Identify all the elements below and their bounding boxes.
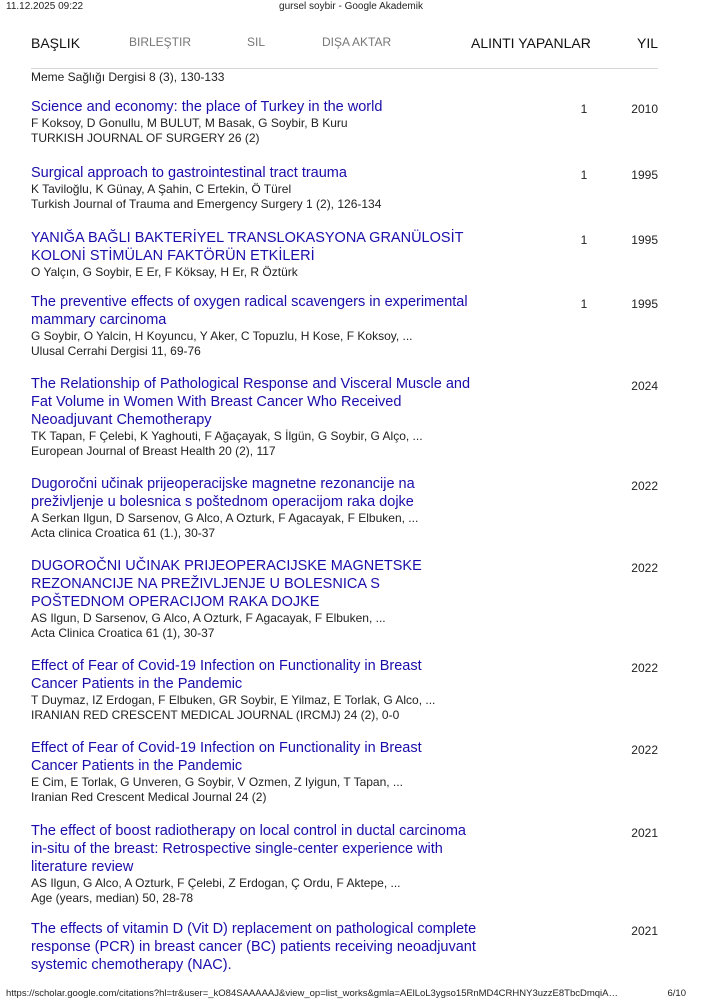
print-page-number: 6/10 [667, 988, 686, 999]
article-venue: Iranian Red Crescent Medical Journal 24 (2) [31, 790, 267, 804]
article-authors: A Serkan Ilgun, D Sarsenov, G Alco, A Ozturk, F Agacayak, F Elbuken, ... [31, 511, 419, 525]
article-list [31, 98, 658, 978]
sort-by-cited-button[interactable]: ALINTI YAPANLAR [471, 35, 591, 51]
article-venue: Turkish Journal of Trauma and Emergency Surgery 1 (2), 126-134 [31, 197, 382, 211]
article-title-link[interactable]: YANIĞA BAĞLI BAKTERİYEL TRANSLOKASYONA GRANÜLOSİT KOLONİ STİMÜLAN FAKTÖRÜN ETKİLERİ [31, 230, 464, 264]
cited-by-count-link[interactable]: 1 [580, 233, 588, 247]
article-row [31, 375, 658, 475]
article-year: 2010 [631, 102, 658, 116]
article-title-link[interactable]: Effect of Fear of Covid-19 Infection on Functionality in Breast Cancer Patients in the Pandemic [31, 658, 422, 692]
article-row [31, 557, 658, 657]
article-row [31, 475, 658, 557]
print-header [0, 0, 702, 14]
article-year: 2022 [631, 479, 658, 493]
article-authors: AS Ilgun, D Sarsenov, G Alco, A Ozturk, F Agacayak, F Elbuken, ... [31, 611, 386, 625]
article-title-link[interactable]: Effect of Fear of Covid-19 Infection on Functionality in Breast Cancer Patients in the Pandemic [31, 740, 422, 774]
delete-button[interactable]: SIL [247, 35, 266, 49]
article-year: 2024 [631, 379, 658, 393]
article-year: 1995 [631, 168, 658, 182]
print-footer [0, 988, 702, 1000]
article-title-link[interactable]: The preventive effects of oxygen radical scavengers in experimental mammary carcinoma [31, 294, 468, 328]
article-authors: G Soybir, O Yalcin, H Koyuncu, Y Aker, C Topuzlu, H Kose, F Koksoy, ... [31, 329, 413, 343]
article-title-link[interactable]: The effects of vitamin D (Vit D) replacement on pathological complete response (PCR) in breast cancer (BC) patients receiving neoadjuvant systemic chemotherapy (NAC). [31, 921, 477, 973]
article-venue: TURKISH JOURNAL OF SURGERY 26 (2) [31, 131, 260, 145]
article-year: 2021 [631, 924, 658, 938]
cited-by-count-link[interactable]: 1 [580, 297, 588, 311]
article-title-link[interactable]: The Relationship of Pathological Response and Visceral Muscle and Fat Volume in Women With Breast Cancer Who Received Neoadjuvant Chemotherapy [31, 376, 471, 428]
article-row [31, 657, 658, 739]
article-year: 1995 [631, 233, 658, 247]
column-header [31, 34, 658, 69]
article-year: 2022 [631, 561, 658, 575]
article-venue: Acta Clinica Croatica 61 (1), 30-37 [31, 626, 215, 640]
article-year: 2022 [631, 661, 658, 675]
merge-button[interactable]: BIRLEŞTIR [129, 35, 192, 49]
article-venue: Meme Sağlığı Dergisi 8 (3), 130-133 [31, 70, 225, 84]
article-year: 2022 [631, 743, 658, 757]
article-authors: TK Tapan, F Çelebi, K Yaghouti, F Ağaçayak, S İlgün, G Soybir, G Alço, ... [31, 429, 423, 443]
article-row [31, 293, 658, 375]
export-button[interactable]: DIŞA AKTAR [322, 35, 392, 49]
article-venue: European Journal of Breast Health 20 (2), 117 [31, 444, 276, 458]
article-row [31, 229, 658, 293]
article-title-link[interactable]: The effect of boost radiotherapy on local control in ductal carcinoma in-situ of the breast: Retrospective single-center experience with literature review [31, 823, 466, 875]
article-authors: AS Ilgun, G Alco, A Ozturk, F Çelebi, Z Erdogan, Ç Ordu, F Aktepe, ... [31, 876, 401, 890]
article-row [31, 920, 658, 978]
article-venue: Ulusal Cerrahi Dergisi 11, 69-76 [31, 344, 201, 358]
cited-by-count-link[interactable]: 1 [580, 168, 588, 182]
article-authors: O Yalçın, G Soybir, E Er, F Köksay, H Er, R Öztürk [31, 265, 298, 279]
article-title-link[interactable]: Science and economy: the place of Turkey in the world [31, 99, 383, 115]
article-year: 1995 [631, 297, 658, 311]
print-url: https://scholar.google.com/citations?hl=tr&user=_kO84SAAAAAJ&view_op=list_works&gmla=AElLoL3ygso15RnMD4CRHNY3uzzE8TbcDmqiA… [6, 988, 618, 999]
sort-by-year-button[interactable]: YIL [636, 35, 658, 51]
article-authors: K Taviloğlu, K Günay, A Şahin, C Ertekin, Ö Türel [31, 182, 292, 196]
article-row [31, 98, 658, 164]
article-authors: E Cim, E Torlak, G Unveren, G Soybir, V Ozmen, Z Iyigun, T Tapan, ... [31, 775, 403, 789]
article-venue: Age (years, median) 50, 28-78 [31, 891, 194, 905]
article-row [31, 822, 658, 920]
cited-by-count-link[interactable]: 1 [580, 102, 588, 116]
article-row [31, 164, 658, 229]
article-title-link[interactable]: Dugoročni učinak prijeoperacijske magnetne rezonancije na preživljenje u bolesnica s poštednom operacijom raka dojke [31, 476, 415, 510]
article-title-link[interactable]: Surgical approach to gastrointestinal tract trauma [31, 165, 347, 181]
article-title-link[interactable]: DUGOROČNI UČINAK PRIJEOPERACIJSKE MAGNETSKE REZONANCIJE NA PREŽIVLJENJE U BOLESNICA S POŠTEDNOM OPERACIJOM RAKA DOJKE [31, 558, 422, 610]
print-page-title: gursel soybir - Google Akademik [279, 1, 423, 12]
article-year: 2021 [631, 826, 658, 840]
sort-by-title-button[interactable]: BAŞLIK [31, 35, 81, 51]
article-venue: Acta clinica Croatica 61 (1.), 30-37 [31, 526, 216, 540]
article-authors: F Koksoy, D Gonullu, M BULUT, M Basak, G Soybir, B Kuru [31, 116, 348, 130]
article-row [31, 739, 658, 822]
article-venue: IRANIAN RED CRESCENT MEDICAL JOURNAL (IRCMJ) 24 (2), 0-0 [31, 708, 400, 722]
print-date: 11.12.2025 09:22 [6, 1, 84, 12]
article-authors: T Duymaz, IZ Erdogan, F Elbuken, GR Soybir, E Yilmaz, E Torlak, G Alco, ... [31, 693, 436, 707]
